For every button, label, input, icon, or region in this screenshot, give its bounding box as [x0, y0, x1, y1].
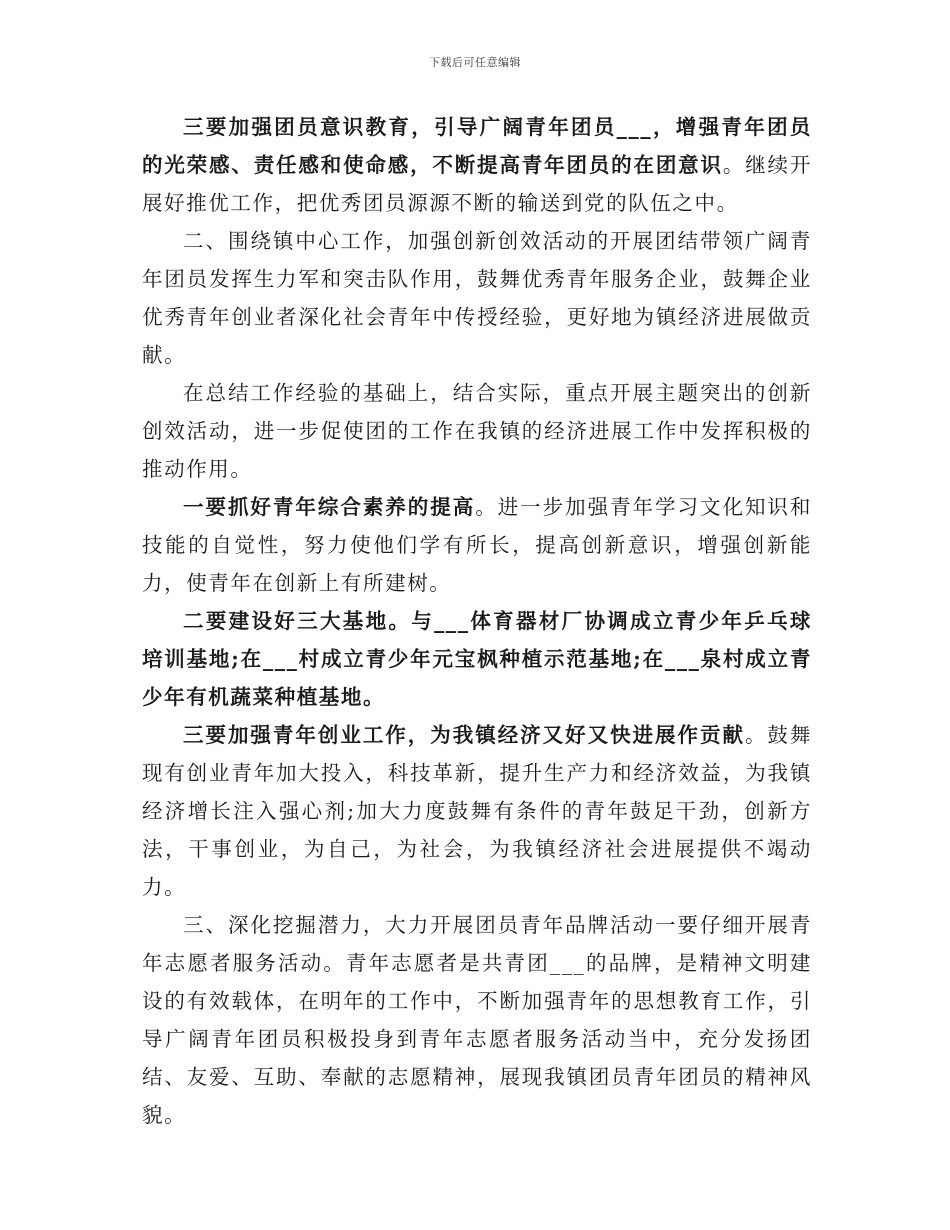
paragraph-6: [142, 716, 812, 906]
paragraph-1-bold: 三要加强团员意识教育，引导广阔青年团员___，增强青年团员的光荣感、责任感和使命感，不断提高青年团员的在团意识: [142, 115, 812, 177]
paragraph-1: [142, 108, 812, 222]
paragraph-2-text: 二、围绕镇中心工作，加强创新创效活动的开展团结带领广阔青年团员发挥生力军和突击队作用，鼓舞优秀青年服务企业，鼓舞企业优秀青年创业者深化社会青年中传授经验，更好地为镇经济进展做贡献。: [142, 229, 812, 367]
paragraph-4-text: 。进一步加强青年学习文化知识和技能的自觉性，努力使他们学有所长，提高创新意识，增强创新能力，使青年在创新上有所建树。: [142, 495, 813, 595]
paragraph-6-text: 。鼓舞现有创业青年加大投入，科技革新，提升生产力和经济效益，为我镇经济增长注入强心剂;加大力度鼓舞有条件的青年鼓足干劲，创新方法，干事创业，为自己，为社会，为我镇经济社会进展提供不竭动力。: [142, 723, 812, 899]
paragraph-6-bold: 三要加强青年创业工作，为我镇经济又好又快进展作贡献: [183, 723, 745, 747]
paragraph-3-text: 在总结工作经验的基础上，结合实际，重点开展主题突出的创新创效活动，进一步促使团的工作在我镇的经济进展工作中发挥积极的推动作用。: [142, 381, 812, 481]
page-header: 下载后可任意编辑: [429, 56, 521, 69]
paragraph-1-text: 。继续开展好推优工作，把优秀团员源源不断的输送到党的队伍之中。: [142, 153, 812, 215]
paragraph-7: [142, 906, 812, 1134]
paragraph-5-bold: 二要建设好三大基地。与___体育器材厂协调成立青少年乒乓球培训基地;在___村成立青少年元宝枫种植示范基地;在___泉村成立青少年有机蔬菜种植基地。: [142, 609, 812, 709]
paragraph-2: [142, 222, 812, 374]
paragraph-4-bold: 一要抓好青年综合素养的提高: [183, 495, 476, 519]
paragraph-3: [142, 374, 812, 488]
paragraph-4: [142, 488, 812, 602]
paragraph-7-text: 三、深化挖掘潜力，大力开展团员青年品牌活动一要仔细开展青年志愿者服务活动。青年志愿者是共青团___的品牌，是精神文明建设的有效载体，在明年的工作中，不断加强青年的思想教育工作，引导广阔青年团员积极投身到青年志愿者服务活动当中，充分发扬团结、友爱、互助、奉献的志愿精神，展现我镇团员青年团员的精神风貌。: [142, 913, 812, 1127]
paragraph-5: [142, 602, 812, 716]
document-body: [142, 108, 812, 1134]
